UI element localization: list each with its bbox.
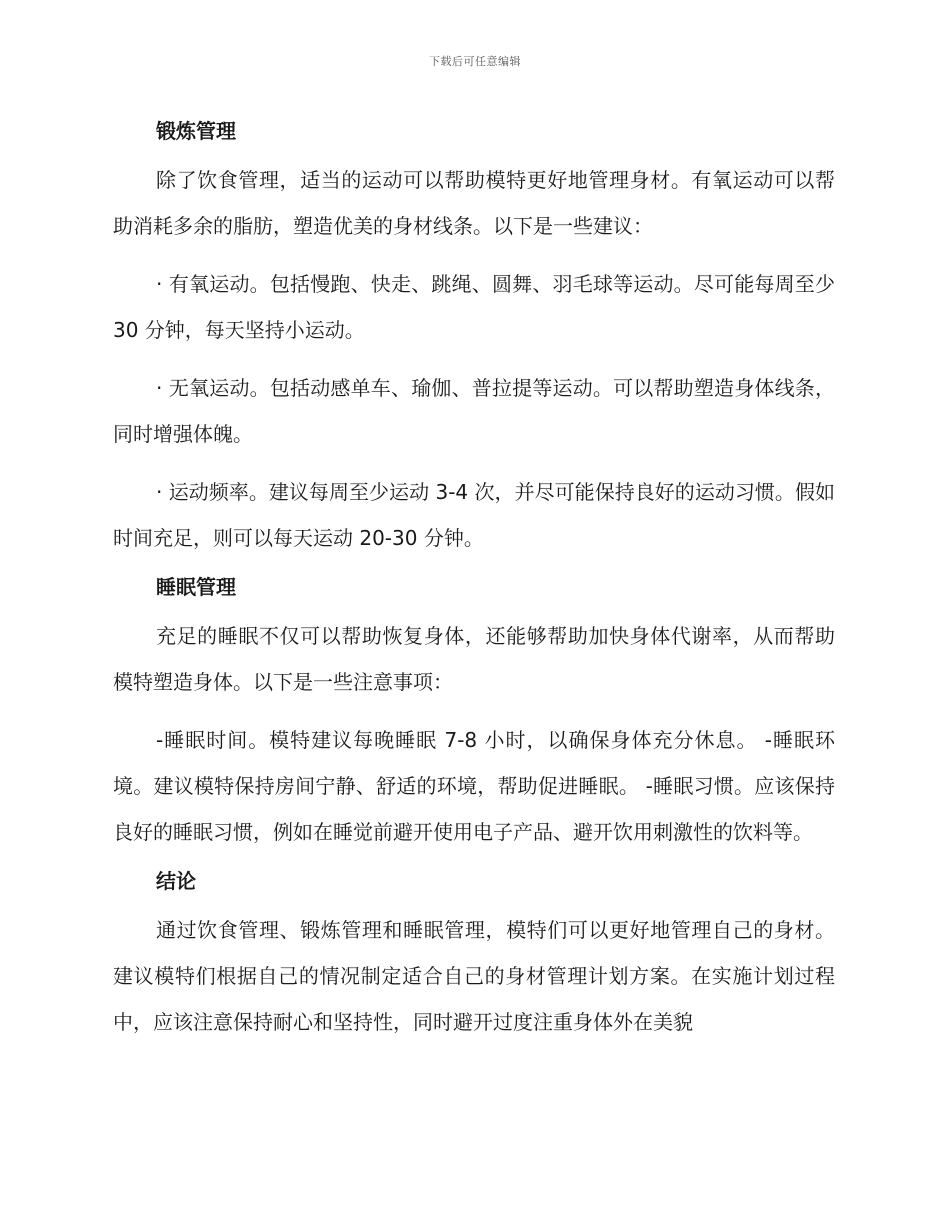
section-sleep <box>113 573 835 855</box>
section-conclusion <box>113 867 835 1045</box>
paragraph: 除了饮食管理，适当的运动可以帮助模特更好地管理身材。有氧运动可以帮助消耗多余的脂肪，塑造优美的身材线条。以下是一些建议： <box>113 168 835 238</box>
section-heading: 睡眠管理 <box>156 575 236 599</box>
paragraph: 充足的睡眠不仅可以帮助恢复身体，还能够帮助加快身体代谢率，从而帮助模特塑造身体。以下是一些注意事项： <box>113 624 835 694</box>
section-exercise <box>113 117 835 561</box>
section-heading: 锻炼管理 <box>156 119 236 143</box>
document-body <box>113 106 835 1057</box>
paragraph: 通过饮食管理、锻炼管理和睡眠管理，模特们可以更好地管理自己的身材。建议模特们根据自己的情况制定适合自己的身材管理计划方案。在实施计划过程中，应该注意保持耐心和坚持性，同时避开过度注重身体外在美貌 <box>113 918 835 1034</box>
paragraph: -睡眠时间。模特建议每晚睡眠 7-8 小时，以确保身体充分休息。 -睡眠环境。建议模特保持房间宁静、舒适的环境，帮助促进睡眠。 -睡眠习惯。应该保持良好的睡眠习惯，例如在睡觉前避开使用电子产品、避开饮用刺激性的饮料等。 <box>113 728 835 844</box>
page-header: 下载后可任意编辑 <box>429 55 521 68</box>
section-heading: 结论 <box>156 869 196 893</box>
paragraph: · 运动频率。建议每周至少运动 3-4 次，并尽可能保持良好的运动习惯。假如时间充足，则可以每天运动 20-30 分钟。 <box>113 480 835 550</box>
paragraph: · 有氧运动。包括慢跑、快走、跳绳、圆舞、羽毛球等运动。尽可能每周至少 30 分钟，每天坚持小运动。 <box>113 272 835 342</box>
paragraph: · 无氧运动。包括动感单车、瑜伽、普拉提等运动。可以帮助塑造身体线条，同时增强体魄。 <box>113 376 835 446</box>
